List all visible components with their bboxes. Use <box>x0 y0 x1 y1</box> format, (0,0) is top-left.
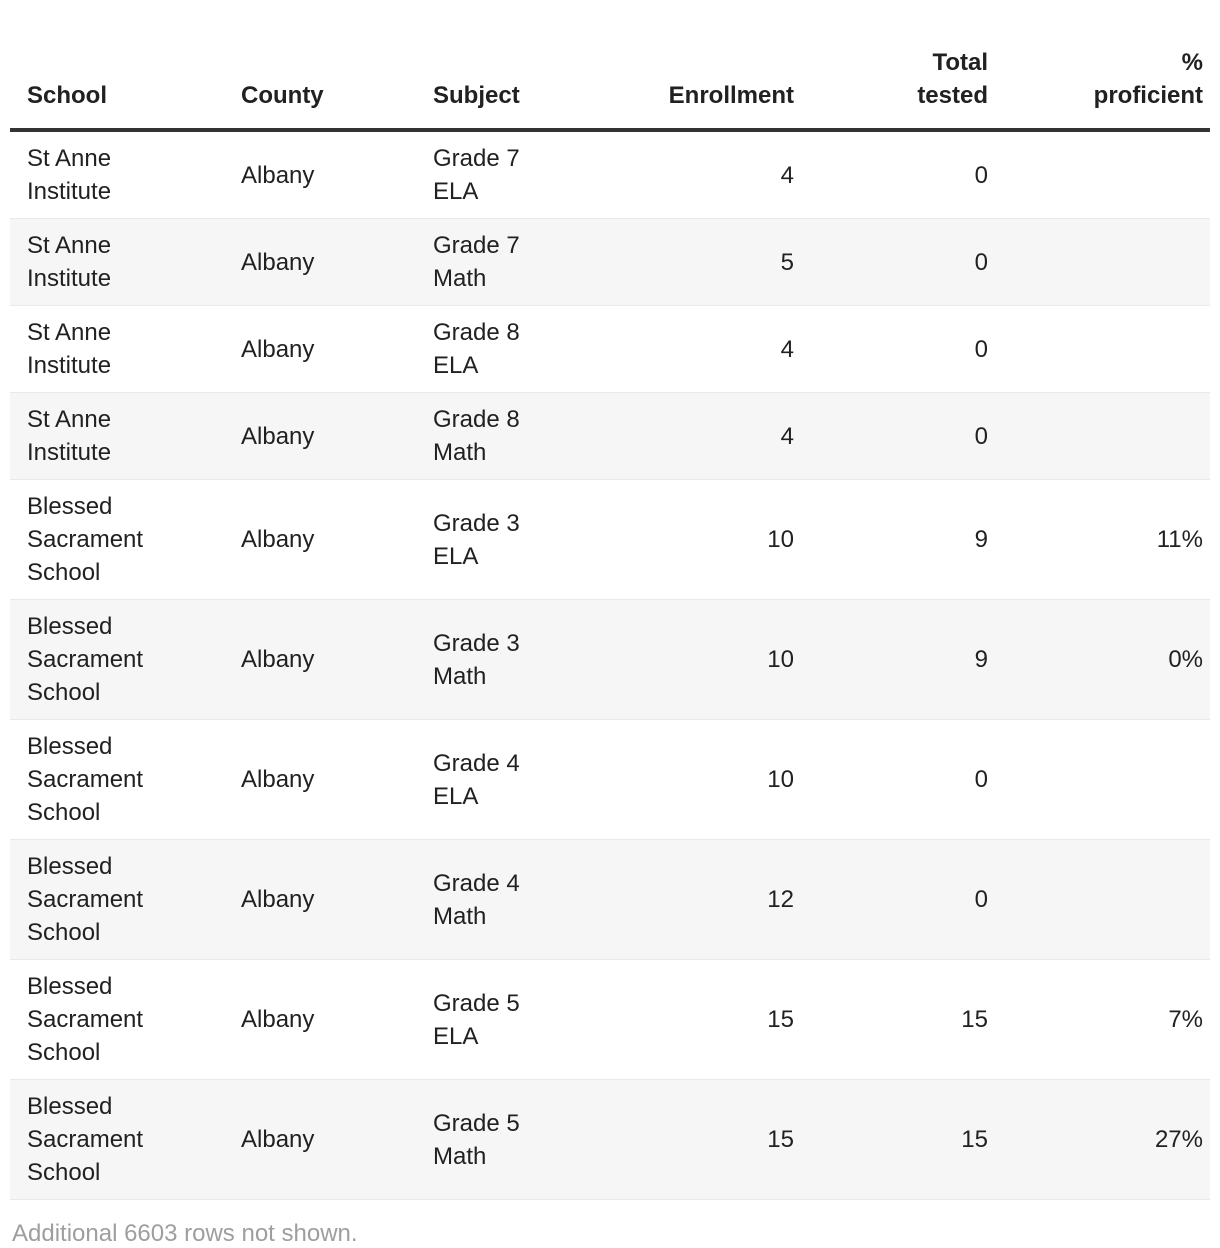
school-cell: Blessed Sacrament School <box>10 480 230 600</box>
county-cell: Albany <box>230 840 420 960</box>
enrollment-cell: 5 <box>580 219 800 306</box>
total-tested-cell: 0 <box>800 840 994 960</box>
column-header-pct-proficient: % proficient <box>994 0 1210 130</box>
subject-cell: Grade 3 ELA <box>420 480 580 600</box>
table-row <box>10 960 1210 1080</box>
subject-cell: Grade 4 Math <box>420 840 580 960</box>
enrollment-cell: 4 <box>580 130 800 219</box>
pct-proficient-cell: 11% <box>994 480 1210 600</box>
total-tested-cell: 0 <box>800 306 994 393</box>
table-row <box>10 393 1210 480</box>
county-cell: Albany <box>230 130 420 219</box>
subject-cell: Grade 3 Math <box>420 600 580 720</box>
total-tested-cell: 0 <box>800 720 994 840</box>
pct-proficient-cell <box>994 306 1210 393</box>
table-row <box>10 600 1210 720</box>
enrollment-cell: 4 <box>580 306 800 393</box>
subject-cell: Grade 8 ELA <box>420 306 580 393</box>
school-cell: St Anne Institute <box>10 393 230 480</box>
county-cell: Albany <box>230 219 420 306</box>
pct-proficient-cell: 7% <box>994 960 1210 1080</box>
subject-cell: Grade 7 ELA <box>420 130 580 219</box>
county-cell: Albany <box>230 306 420 393</box>
total-tested-cell: 0 <box>800 219 994 306</box>
school-cell: St Anne Institute <box>10 306 230 393</box>
column-header-county: County <box>230 0 420 130</box>
county-cell: Albany <box>230 393 420 480</box>
subject-cell: Grade 8 Math <box>420 393 580 480</box>
total-tested-cell: 15 <box>800 960 994 1080</box>
table-row <box>10 130 1210 219</box>
total-tested-cell: 9 <box>800 600 994 720</box>
table-row <box>10 840 1210 960</box>
enrollment-cell: 4 <box>580 393 800 480</box>
school-cell: Blessed Sacrament School <box>10 600 230 720</box>
column-header-total-tested: Total tested <box>800 0 994 130</box>
rows-not-shown-note: Additional 6603 rows not shown. <box>12 1220 358 1247</box>
table-row <box>10 306 1210 393</box>
school-cell: Blessed Sacrament School <box>10 1080 230 1200</box>
enrollment-cell: 15 <box>580 960 800 1080</box>
enrollment-cell: 12 <box>580 840 800 960</box>
subject-cell: Grade 5 ELA <box>420 960 580 1080</box>
pct-proficient-cell <box>994 219 1210 306</box>
enrollment-cell: 15 <box>580 1080 800 1200</box>
school-cell: Blessed Sacrament School <box>10 840 230 960</box>
table-row <box>10 219 1210 306</box>
pct-proficient-cell <box>994 393 1210 480</box>
table-row <box>10 480 1210 600</box>
county-cell: Albany <box>230 720 420 840</box>
school-cell: Blessed Sacrament School <box>10 960 230 1080</box>
enrollment-cell: 10 <box>580 480 800 600</box>
assessment-results-table <box>10 0 1210 1200</box>
subject-cell: Grade 7 Math <box>420 219 580 306</box>
county-cell: Albany <box>230 600 420 720</box>
header-row <box>10 0 1210 130</box>
table-row <box>10 1080 1210 1200</box>
subject-cell: Grade 5 Math <box>420 1080 580 1200</box>
column-header-enrollment: Enrollment <box>580 0 800 130</box>
pct-proficient-cell: 27% <box>994 1080 1210 1200</box>
total-tested-cell: 0 <box>800 130 994 219</box>
total-tested-cell: 9 <box>800 480 994 600</box>
total-tested-cell: 0 <box>800 393 994 480</box>
county-cell: Albany <box>230 1080 420 1200</box>
column-header-subject: Subject <box>420 0 580 130</box>
pct-proficient-cell: 0% <box>994 600 1210 720</box>
county-cell: Albany <box>230 480 420 600</box>
school-cell: St Anne Institute <box>10 130 230 219</box>
total-tested-cell: 15 <box>800 1080 994 1200</box>
results-table-container <box>10 0 1210 1200</box>
pct-proficient-cell <box>994 840 1210 960</box>
county-cell: Albany <box>230 960 420 1080</box>
school-cell: St Anne Institute <box>10 219 230 306</box>
enrollment-cell: 10 <box>580 720 800 840</box>
column-header-school: School <box>10 0 230 130</box>
table-row <box>10 720 1210 840</box>
pct-proficient-cell <box>994 720 1210 840</box>
enrollment-cell: 10 <box>580 600 800 720</box>
subject-cell: Grade 4 ELA <box>420 720 580 840</box>
pct-proficient-cell <box>994 130 1210 219</box>
school-cell: Blessed Sacrament School <box>10 720 230 840</box>
